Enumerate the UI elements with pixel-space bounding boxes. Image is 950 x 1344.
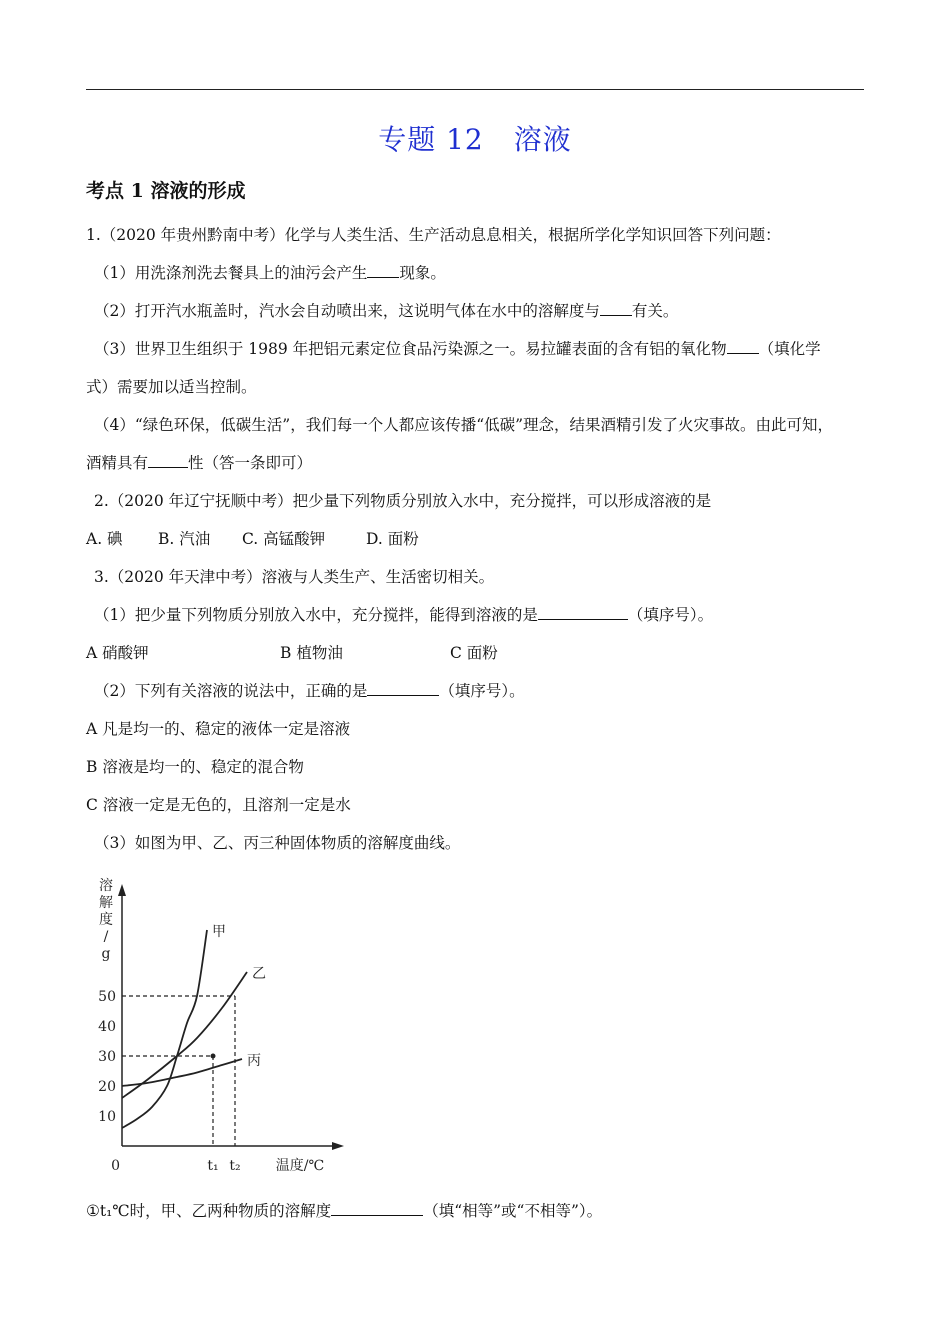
q3-part1-tail: （填序号）。: [627, 606, 714, 624]
q3-subquestion-1: [86, 1201, 602, 1221]
q3-part2-option-b: B 溶液是均一的、稳定的混合物: [86, 758, 304, 776]
y-axis-label-char: g: [101, 946, 111, 962]
q3-stem: 3.（2020 年天津中考）溶液与人类生产、生活密切相关。: [94, 568, 495, 586]
q3-part1: [94, 605, 713, 625]
q2-option-a: A. 碘: [86, 530, 123, 548]
q1-part2: [94, 301, 678, 321]
series-label-3: 丙: [247, 1053, 261, 1069]
answer-blank[interactable]: [367, 263, 399, 278]
q1-part4-text: 酒精具有: [86, 454, 149, 472]
y-tick-label: 20: [98, 1079, 116, 1095]
q2-option-d: D. 面粉: [366, 530, 419, 548]
origin-label: 0: [111, 1158, 120, 1174]
q2-stem: 2.（2020 年辽宁抚顺中考）把少量下列物质分别放入水中，充分搅拌，可以形成溶液的是: [94, 492, 712, 510]
answer-blank[interactable]: [367, 681, 439, 696]
series-line-2: [122, 972, 247, 1098]
q1-part1: [94, 263, 446, 283]
q3-part1-options: [86, 643, 498, 663]
q1-part2-tail: 有关。: [631, 302, 679, 320]
q3-part2-text: （2）下列有关溶液的说法中，正确的是: [94, 682, 368, 700]
q3-part3: （3）如图为甲、乙、丙三种固体物质的溶解度曲线。: [94, 834, 461, 852]
solubility-chart: [90, 868, 350, 1178]
y-axis-arrow: [118, 884, 126, 896]
q3-sub1-text: ①t₁℃时，甲、乙两种物质的溶解度: [86, 1202, 332, 1220]
series-line-1: [122, 930, 207, 1128]
x-axis-arrow: [332, 1142, 344, 1150]
y-axis-label-char: 度: [99, 912, 113, 928]
y-tick-label: 30: [98, 1049, 116, 1065]
q3-part2-tail: （填序号）。: [439, 682, 525, 700]
header-rule: [86, 89, 864, 90]
y-axis-label-char: /: [103, 929, 109, 945]
answer-blank[interactable]: [538, 605, 628, 620]
q1-part3: [94, 339, 821, 359]
q3-sub1-tail: （填“相等”或“不相等”）。: [423, 1202, 603, 1220]
section-heading: 考点 1 溶液的形成: [86, 180, 246, 202]
answer-blank[interactable]: [331, 1201, 423, 1216]
answer-blank[interactable]: [600, 301, 632, 316]
answer-blank[interactable]: [727, 339, 759, 354]
x-axis-label: 温度/℃: [275, 1158, 325, 1174]
q1-part4: （4）“绿色环保，低碳生活”，我们每一个人都应该传播“低碳”理念，结果酒精引发了火灾事故。由此可知，: [94, 416, 834, 434]
y-tick-label: 50: [98, 989, 116, 1005]
y-tick-label: 40: [98, 1019, 116, 1035]
x-tick-label: t₂: [229, 1158, 241, 1174]
q3-part2-option-c: C 溶液一定是无色的，且溶剂一定是水: [86, 796, 351, 814]
y-tick-label: 10: [98, 1109, 116, 1125]
q1-stem: 1.（2020 年贵州黔南中考）化学与人类生活、生产活动息息相关，根据所学化学知识回答下列问题：: [86, 226, 781, 244]
q1-part3-text: （3）世界卫生组织于 1989 年把铝元素定位食品污染源之一。易拉罐表面的含有铝的氧化物: [94, 340, 727, 358]
q2-option-c: C. 高锰酸钾: [242, 530, 326, 548]
series-line-3: [122, 1059, 242, 1086]
title-part1: 专题 12: [378, 123, 484, 156]
q2-options: [86, 529, 419, 549]
q3-option-c: C 面粉: [450, 644, 498, 662]
q1-part3-cont: 式）需要加以适当控制。: [86, 378, 257, 396]
q3-part1-text: （1）把少量下列物质分别放入水中，充分搅拌，能得到溶液的是: [94, 606, 538, 624]
q1-part3-tail: （填化学: [758, 340, 821, 358]
title-part2: 溶液: [513, 123, 572, 156]
q1-part4-cont: [86, 453, 312, 473]
q1-part4-tail: 性（答一条即可）: [188, 454, 313, 472]
q1-part1-tail: 现象。: [399, 264, 446, 282]
q1-part1-text: （1）用洗涤剂洗去餐具上的油污会产生: [94, 264, 368, 282]
x-tick-label: t₁: [207, 1158, 219, 1174]
page-title: [0, 118, 950, 158]
q3-option-b: B 植物油: [280, 644, 343, 662]
q1-part2-text: （2）打开汽水瓶盖时，汽水会自动喷出来，这说明气体在水中的溶解度与: [94, 302, 600, 320]
series-label-1: 甲: [212, 924, 226, 940]
intersection-point: [211, 1054, 216, 1059]
y-axis-label-char: 解: [99, 895, 113, 911]
q3-option-a: A 硝酸钾: [86, 644, 149, 662]
q3-part2: [94, 681, 525, 701]
series-label-2: 乙: [252, 966, 266, 982]
y-axis-label-char: 溶: [99, 878, 113, 894]
answer-blank[interactable]: [148, 453, 188, 468]
q2-option-b: B. 汽油: [158, 530, 211, 548]
q3-part2-option-a: A 凡是均一的、稳定的液体一定是溶液: [86, 720, 351, 738]
